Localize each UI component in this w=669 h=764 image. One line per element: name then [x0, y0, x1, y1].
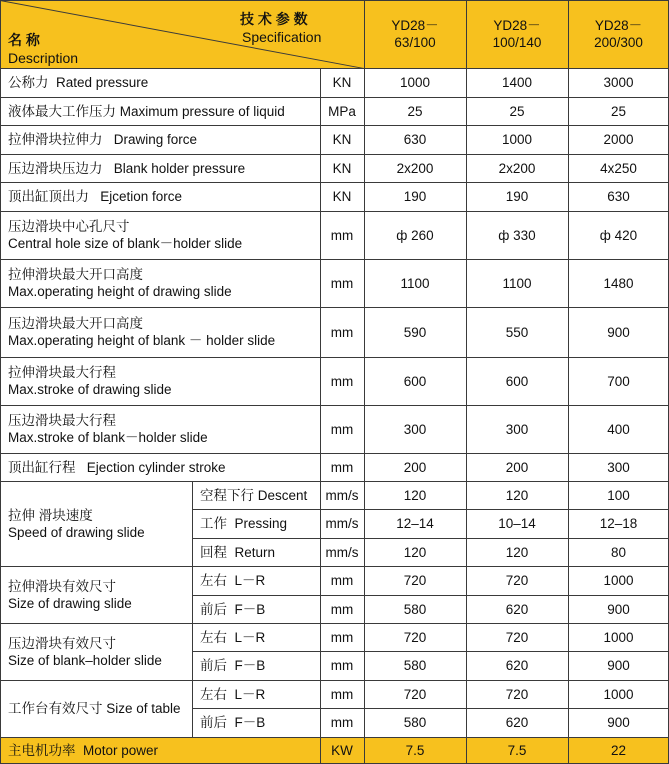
- group-3-sub-1-value-3: 900: [607, 714, 630, 730]
- row-4-value-3: 630: [607, 189, 630, 204]
- row-4-value-2: 190: [505, 189, 529, 204]
- group-0-sub-1-value-1: 12–14: [396, 515, 434, 531]
- row-8-unit: mm: [330, 373, 354, 389]
- row-9-name: [0, 405, 320, 453]
- group-0-sub-2-label: 回程 Return: [200, 544, 276, 560]
- group-2-sub-0-value-3: 1000: [603, 629, 634, 645]
- grid-hline-sub: [192, 651, 669, 652]
- group-1-name-line-2: Size of drawing slide: [8, 595, 132, 611]
- grid-vline: [568, 0, 569, 764]
- row-0-unit: KN: [332, 75, 352, 90]
- group-2-name: [0, 623, 192, 680]
- group-2-sub-1-label: 前后 F－B: [200, 657, 266, 673]
- row-3-value-2: 2x200: [498, 160, 536, 176]
- group-0-sub-1-label: 工作 Pressing: [200, 515, 288, 531]
- row-5-value-3: ф 420: [599, 227, 638, 243]
- model-col-2: [466, 0, 568, 68]
- group-3-sub-0-value-2: 720: [505, 686, 529, 702]
- model-col-1: [364, 0, 466, 68]
- row-2-value-2: 1000: [501, 132, 533, 147]
- row-3-unit: KN: [332, 160, 352, 176]
- row-9-name-line-2: Max.stroke of blank－holder slide: [8, 430, 208, 445]
- header-tech-en: Specification: [242, 28, 322, 45]
- row-9-name-line-1: 压边滑块最大行程: [8, 413, 116, 428]
- group-0-sub-2-value-1: 120: [403, 544, 427, 560]
- group-2-sub-0-value-1: 720: [403, 629, 427, 645]
- group-3-name: 工作台有效尺寸 Size of table: [8, 701, 181, 716]
- model-3-line-2: 200/300: [594, 35, 643, 50]
- row-8-name: [0, 357, 320, 405]
- footer-value-3: 22: [610, 743, 627, 758]
- group-2-name-line-1: 压边滑块有效尺寸: [8, 635, 116, 651]
- row-5-name-line-1: 压边滑块中心孔尺寸: [8, 219, 130, 234]
- grid-hline-sub: [192, 708, 669, 709]
- row-10-unit: mm: [330, 459, 354, 475]
- group-0-name: [0, 481, 192, 566]
- group-1-sub-1-label: 前后 F－B: [200, 601, 266, 617]
- model-2-line-1: YD28－: [493, 18, 541, 33]
- row-10-name: 顶出缸行程 Ejection cylinder stroke: [8, 459, 226, 475]
- footer-value-1: 7.5: [405, 743, 425, 758]
- group-0-sub-1-unit: mm/s: [325, 515, 359, 531]
- grid-hline-sub: [192, 538, 669, 539]
- group-0-sub-2-value-2: 120: [505, 544, 529, 560]
- group-0-name-line-2: Speed of drawing slide: [8, 524, 145, 540]
- row-5-name-line-2: Central hole size of blank－holder slide: [8, 236, 243, 251]
- row-7-name-line-2: Max.operating height of blank － holder slide: [8, 333, 276, 348]
- row-0-name: 公称力 Rated pressure: [8, 75, 149, 90]
- row-7-name-line-1: 压边滑块最大开口高度: [8, 316, 143, 331]
- row-2-value-3: 2000: [603, 132, 634, 147]
- row-6-name: [0, 259, 320, 307]
- grid-vline-sub: [192, 481, 193, 737]
- row-4-value-1: 190: [403, 189, 427, 204]
- model-3-line-1: YD28－: [594, 18, 643, 33]
- group-0-sub-0-value-2: 120: [505, 487, 529, 503]
- group-0-sub-0-label: 空程下行 Descent: [200, 487, 308, 503]
- group-0-sub-1-value-2: 10–14: [498, 515, 536, 531]
- row-3-name: 压边滑块压边力 Blank holder pressure: [8, 160, 246, 176]
- model-col-3: [568, 0, 669, 68]
- header-name-en: Description: [8, 50, 79, 66]
- row-6-value-2: 1100: [502, 275, 532, 291]
- footer-unit: KW: [331, 743, 353, 758]
- header-name-cn: 名 称: [8, 32, 40, 48]
- group-1-name-line-1: 拉伸滑块有效尺寸: [8, 578, 116, 594]
- model-1-line-1: YD28－: [391, 18, 439, 33]
- group-1-name: [0, 566, 192, 623]
- group-3-sub-0-value-3: 1000: [603, 686, 634, 702]
- row-2-unit: KN: [332, 132, 352, 147]
- row-1-value-3: 25: [610, 103, 627, 119]
- row-0-value-1: 1000: [399, 75, 431, 90]
- group-0-sub-2-value-3: 80: [610, 544, 627, 560]
- row-8-value-1: 600: [403, 373, 427, 389]
- row-1-unit: MPa: [328, 103, 356, 119]
- row-1-name: 液体最大工作压力 Maximum pressure of liquid: [8, 103, 285, 119]
- row-3-value-3: 4x250: [600, 160, 637, 176]
- row-10-value-3: 300: [607, 459, 630, 475]
- group-2-sub-1-value-2: 620: [505, 657, 529, 673]
- row-1-value-1: 25: [407, 103, 423, 119]
- group-0-name-line-1: 拉伸 滑块速度: [8, 507, 93, 523]
- group-1-sub-0-value-2: 720: [505, 572, 529, 588]
- row-10-value-2: 200: [505, 459, 529, 475]
- group-2-sub-1-value-1: 580: [403, 657, 427, 673]
- grid-vline: [0, 0, 1, 764]
- group-3-sub-1-unit: mm: [330, 714, 354, 730]
- model-2-line-2: 100/140: [492, 35, 542, 50]
- row-6-value-1: 1100: [400, 275, 430, 291]
- row-7-value-2: 550: [505, 324, 529, 340]
- group-3-sub-0-label: 左右 L－R: [200, 686, 266, 702]
- row-4-name: 顶出缸顶出力 Ejcetion force: [8, 189, 183, 204]
- row-6-unit: mm: [330, 275, 354, 291]
- row-8-value-3: 700: [607, 373, 630, 389]
- row-5-unit: mm: [330, 227, 354, 243]
- model-1-line-2: 63/100: [394, 35, 436, 50]
- row-9-value-1: 300: [403, 421, 427, 437]
- group-1-sub-0-value-3: 1000: [603, 572, 634, 588]
- grid-vline: [466, 0, 467, 764]
- footer-name: 主电机功率 Motor power: [8, 743, 159, 758]
- row-0-value-2: 1400: [501, 75, 533, 90]
- row-9-unit: mm: [330, 421, 354, 437]
- row-8-name-line-1: 拉伸滑块最大行程: [8, 365, 116, 380]
- group-3-sub-0-unit: mm: [330, 686, 354, 702]
- group-2-name-line-2: Size of blank–holder slide: [8, 652, 162, 668]
- group-1-sub-0-label: 左右 L－R: [200, 572, 266, 588]
- row-4-unit: KN: [332, 189, 352, 204]
- group-0-sub-0-value-3: 100: [607, 487, 630, 503]
- group-2-sub-1-unit: mm: [330, 657, 354, 673]
- header-tech-cn: 技 术 参 数: [240, 10, 308, 27]
- group-1-sub-0-value-1: 720: [403, 572, 427, 588]
- group-0-sub-1-value-3: 12–18: [599, 515, 638, 531]
- row-2-name: 拉伸滑块拉伸力 Drawing force: [8, 132, 198, 147]
- group-1-sub-1-value-2: 620: [505, 601, 529, 617]
- grid-vline: [364, 0, 365, 764]
- row-7-name: [0, 307, 320, 357]
- group-2-sub-0-label: 左右 L－R: [200, 629, 266, 645]
- row-1-value-2: 25: [509, 103, 525, 119]
- group-3-sub-1-value-2: 620: [505, 714, 529, 730]
- row-8-value-2: 600: [505, 373, 529, 389]
- row-0-value-3: 3000: [603, 75, 634, 90]
- grid-hline-sub: [192, 509, 669, 510]
- group-2-sub-0-value-2: 720: [505, 629, 529, 645]
- row-5-value-2: ф 330: [498, 227, 536, 243]
- row-5-value-1: ф 260: [396, 227, 434, 243]
- group-1-sub-0-unit: mm: [330, 572, 354, 588]
- group-0-sub-0-unit: mm/s: [325, 487, 359, 503]
- row-7-value-3: 900: [607, 324, 630, 340]
- group-2-sub-0-unit: mm: [330, 629, 354, 645]
- row-6-name-line-2: Max.operating height of drawing slide: [8, 284, 232, 299]
- group-1-sub-1-value-3: 900: [607, 601, 630, 617]
- row-7-value-1: 590: [403, 324, 427, 340]
- grid-hline-sub: [192, 595, 669, 596]
- grid-vline: [320, 68, 321, 764]
- row-5-name: [0, 211, 320, 259]
- group-0-sub-0-value-1: 120: [403, 487, 427, 503]
- row-8-name-line-2: Max.stroke of drawing slide: [8, 382, 172, 397]
- group-2-sub-1-value-3: 900: [607, 657, 630, 673]
- group-3-sub-1-value-1: 580: [403, 714, 427, 730]
- row-3-value-1: 2x200: [396, 160, 434, 176]
- group-1-sub-1-value-1: 580: [403, 601, 427, 617]
- footer-value-2: 7.5: [507, 743, 527, 758]
- group-3-sub-1-label: 前后 F－B: [200, 714, 266, 730]
- row-9-value-2: 300: [505, 421, 529, 437]
- row-9-value-3: 400: [607, 421, 630, 437]
- group-3-sub-0-value-1: 720: [403, 686, 427, 702]
- group-0-sub-2-unit: mm/s: [325, 544, 359, 560]
- row-6-value-3: 1480: [603, 275, 634, 291]
- row-6-name-line-1: 拉伸滑块最大开口高度: [8, 267, 143, 282]
- group-1-sub-1-unit: mm: [330, 601, 354, 617]
- row-2-value-1: 630: [403, 132, 427, 147]
- row-10-value-1: 200: [403, 459, 427, 475]
- row-7-unit: mm: [330, 324, 354, 340]
